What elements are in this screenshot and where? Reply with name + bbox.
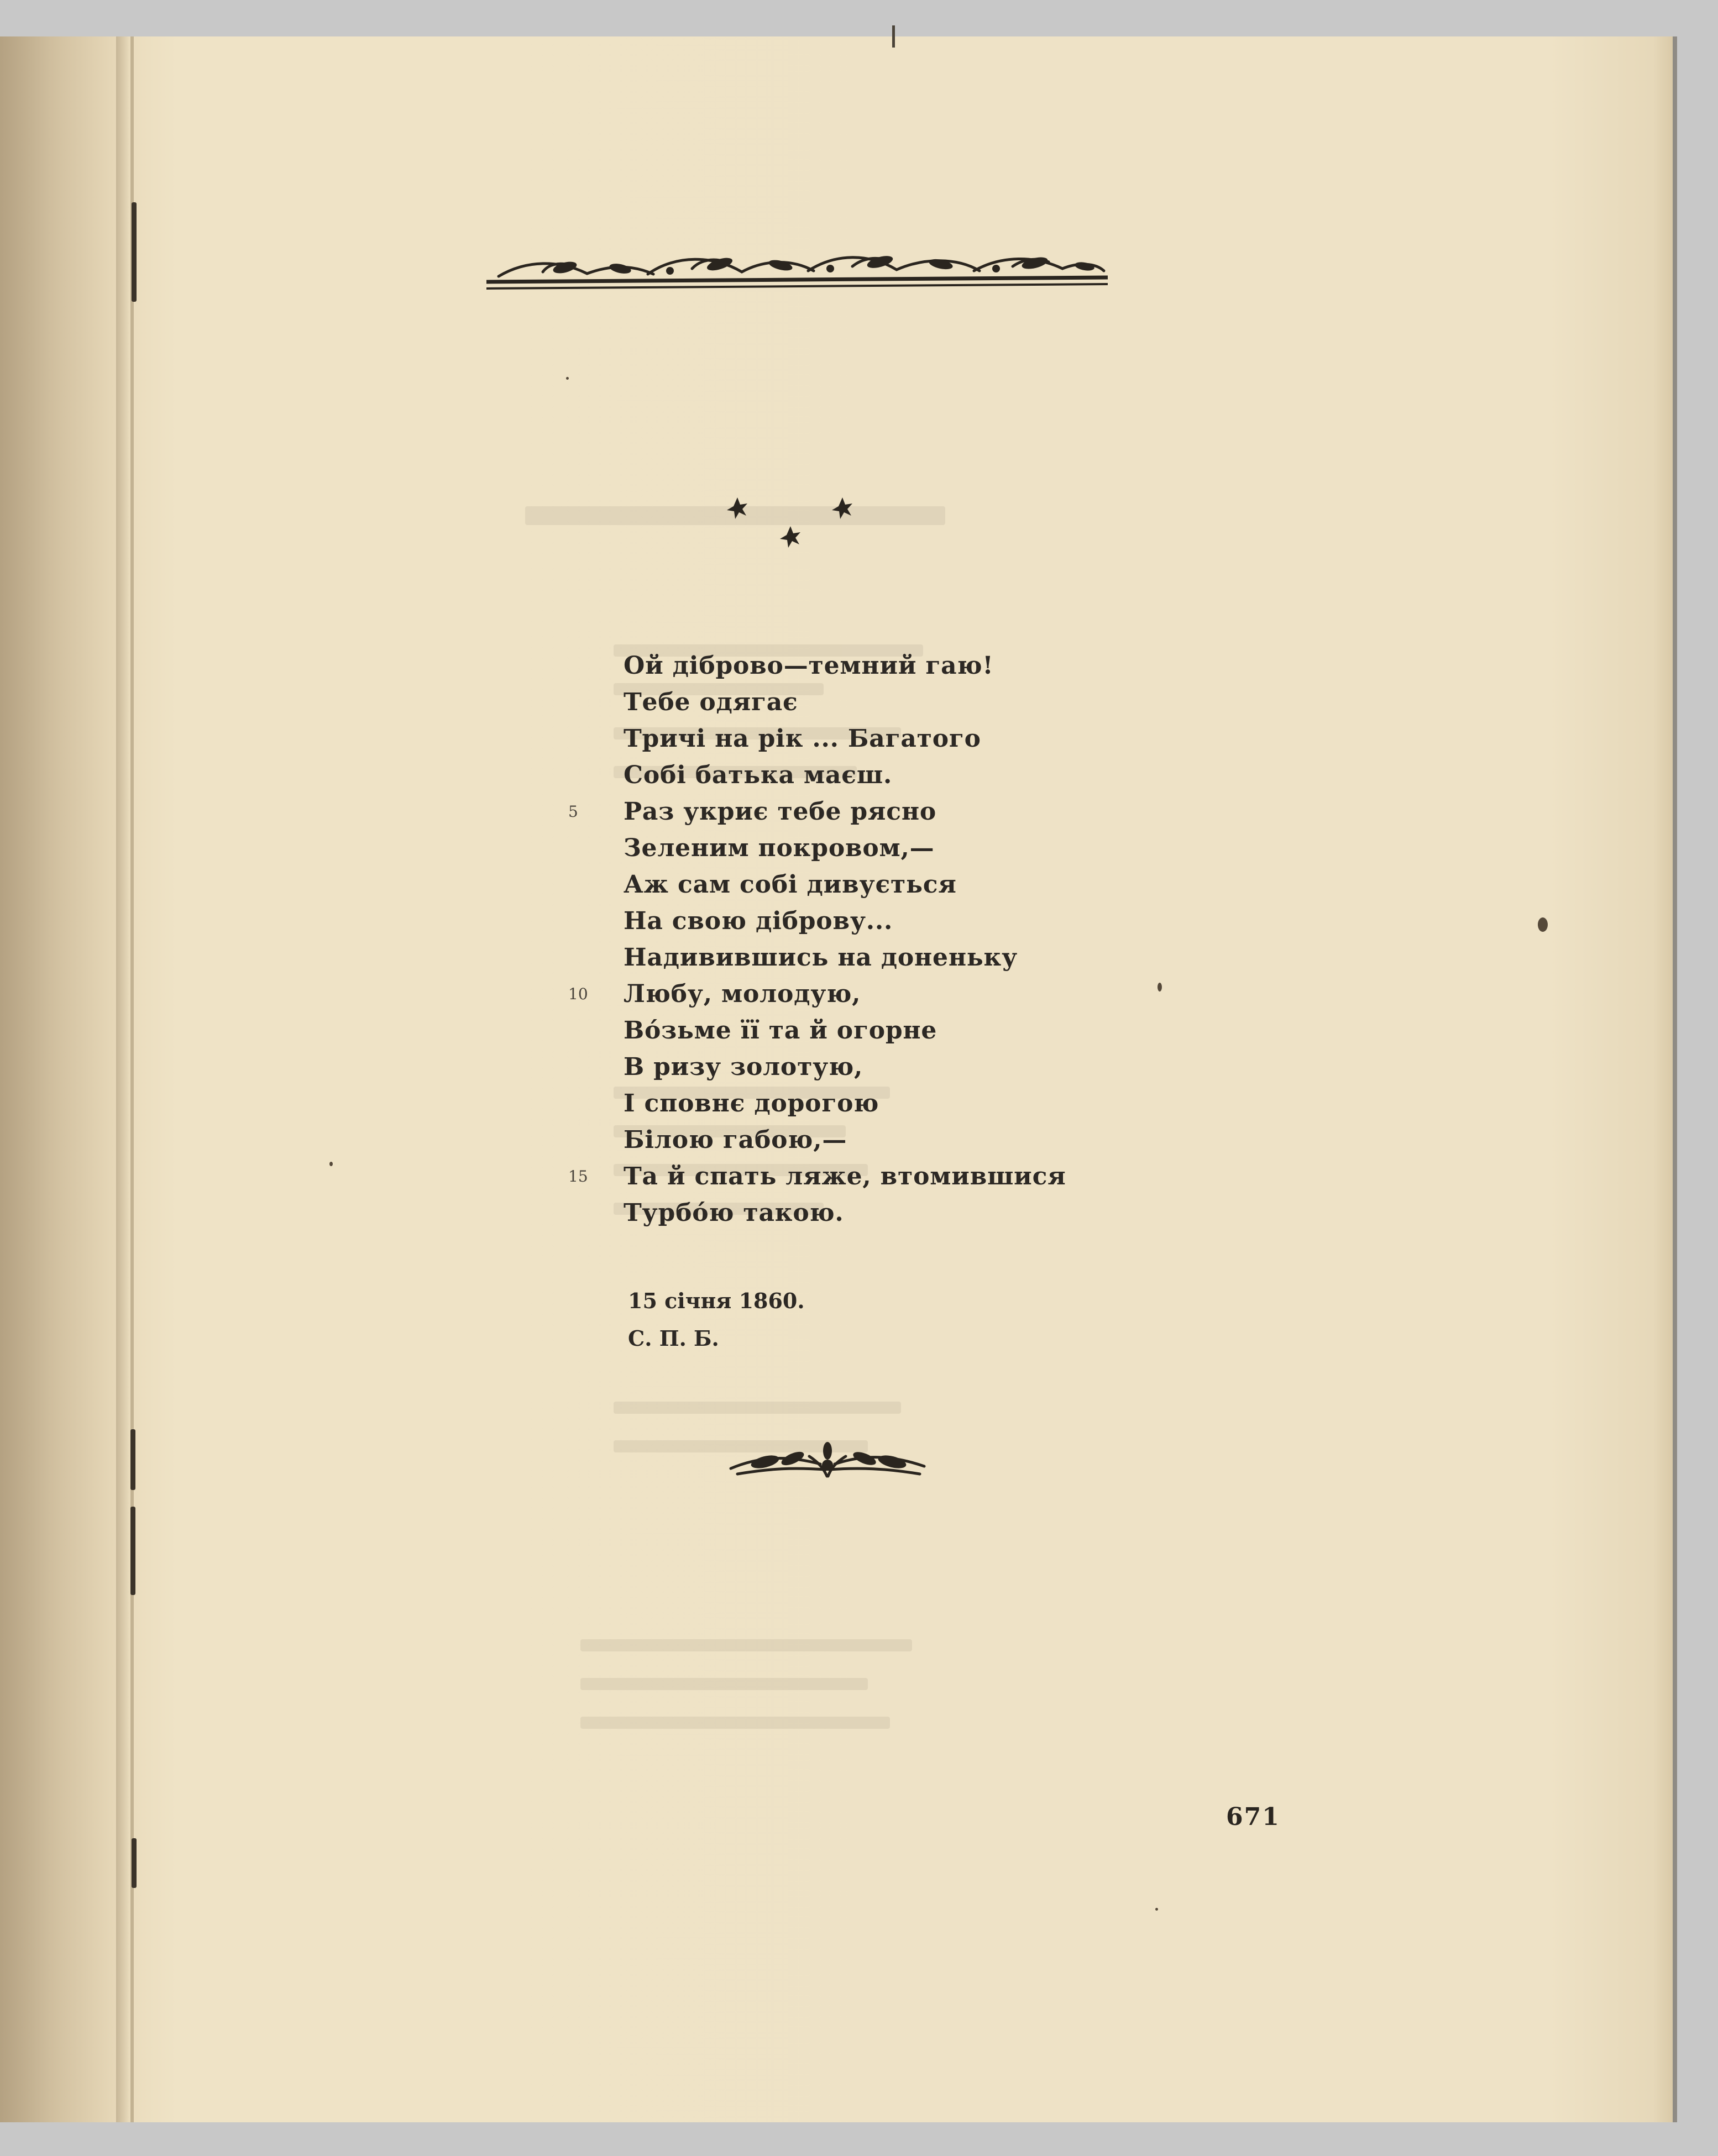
paper-speck <box>329 1162 333 1166</box>
asterism-ornament <box>719 497 862 558</box>
poem-line <box>624 940 1066 976</box>
binding-mark <box>132 202 137 302</box>
poem-line-text: Любу, молодую, <box>624 980 861 1008</box>
poem-line-text: Надивившись на доненьку <box>624 943 1018 972</box>
binding-mark <box>130 1429 135 1490</box>
poem-line <box>624 903 1066 940</box>
poem-line-text: Турбо́ю такою. <box>624 1199 844 1227</box>
poem-line <box>624 830 1066 867</box>
signature-tick-mark <box>892 25 895 48</box>
poem-line-text: І сповнє дорогою <box>624 1089 879 1118</box>
poem-line-text: Та й спать ляже, втомившися <box>624 1162 1066 1190</box>
poem-line <box>624 1122 1066 1158</box>
top-floral-ornament <box>482 243 1112 293</box>
poem-line-text: Аж сам собі дивується <box>624 870 957 899</box>
poem-line-text: Зеленим покровом,— <box>624 834 935 862</box>
poem-line <box>624 648 1066 684</box>
poem-line-text: Собі батька маєш. <box>624 761 893 789</box>
poem-line <box>624 757 1066 794</box>
poem-line-text: На свою діброву... <box>624 907 893 935</box>
poem-line <box>624 1049 1066 1085</box>
poem-date: 15 січня 1860. <box>628 1288 805 1313</box>
line-number: 15 <box>568 1167 588 1185</box>
poem-line-text: Раз укриє тебе рясно <box>624 798 936 826</box>
poem-line <box>568 976 1066 1013</box>
paper-speck <box>566 377 569 380</box>
poem-line-text: Тричі на рік ... Багатого <box>624 725 981 753</box>
line-number: 10 <box>568 985 588 1003</box>
poem-line <box>624 1195 1066 1231</box>
poem-line-text: Тебе одягає <box>624 688 798 716</box>
poem-line-text: Ой діброво—темний гаю! <box>624 652 994 680</box>
poem-line <box>624 867 1066 903</box>
poem-line-text: Во́зьме її та й огорне <box>624 1016 937 1045</box>
page-edge-shadow <box>116 36 129 2122</box>
poem-line <box>624 721 1066 757</box>
poem-line <box>624 684 1066 721</box>
poem-line <box>624 1013 1066 1049</box>
poem-line <box>568 794 1066 830</box>
bottom-floral-ornament <box>726 1440 929 1485</box>
page-number: 671 <box>1226 1803 1280 1831</box>
paper-speck <box>1157 983 1162 992</box>
binding-mark <box>132 1838 137 1888</box>
poem <box>568 648 1066 1231</box>
page-right-border <box>1673 36 1677 2122</box>
poem-line <box>568 1158 1066 1195</box>
poem-line <box>624 1085 1066 1122</box>
binding-mark <box>130 1507 135 1595</box>
poem-line-text: Білою габою,— <box>624 1126 847 1154</box>
paper-speck <box>1155 1908 1158 1911</box>
poem-place: С. П. Б. <box>628 1326 719 1351</box>
line-number: 5 <box>568 802 578 821</box>
paper-speck <box>1538 917 1548 932</box>
poem-line-text: В ризу золотую, <box>624 1053 863 1081</box>
binding-fold-line <box>130 36 134 2122</box>
